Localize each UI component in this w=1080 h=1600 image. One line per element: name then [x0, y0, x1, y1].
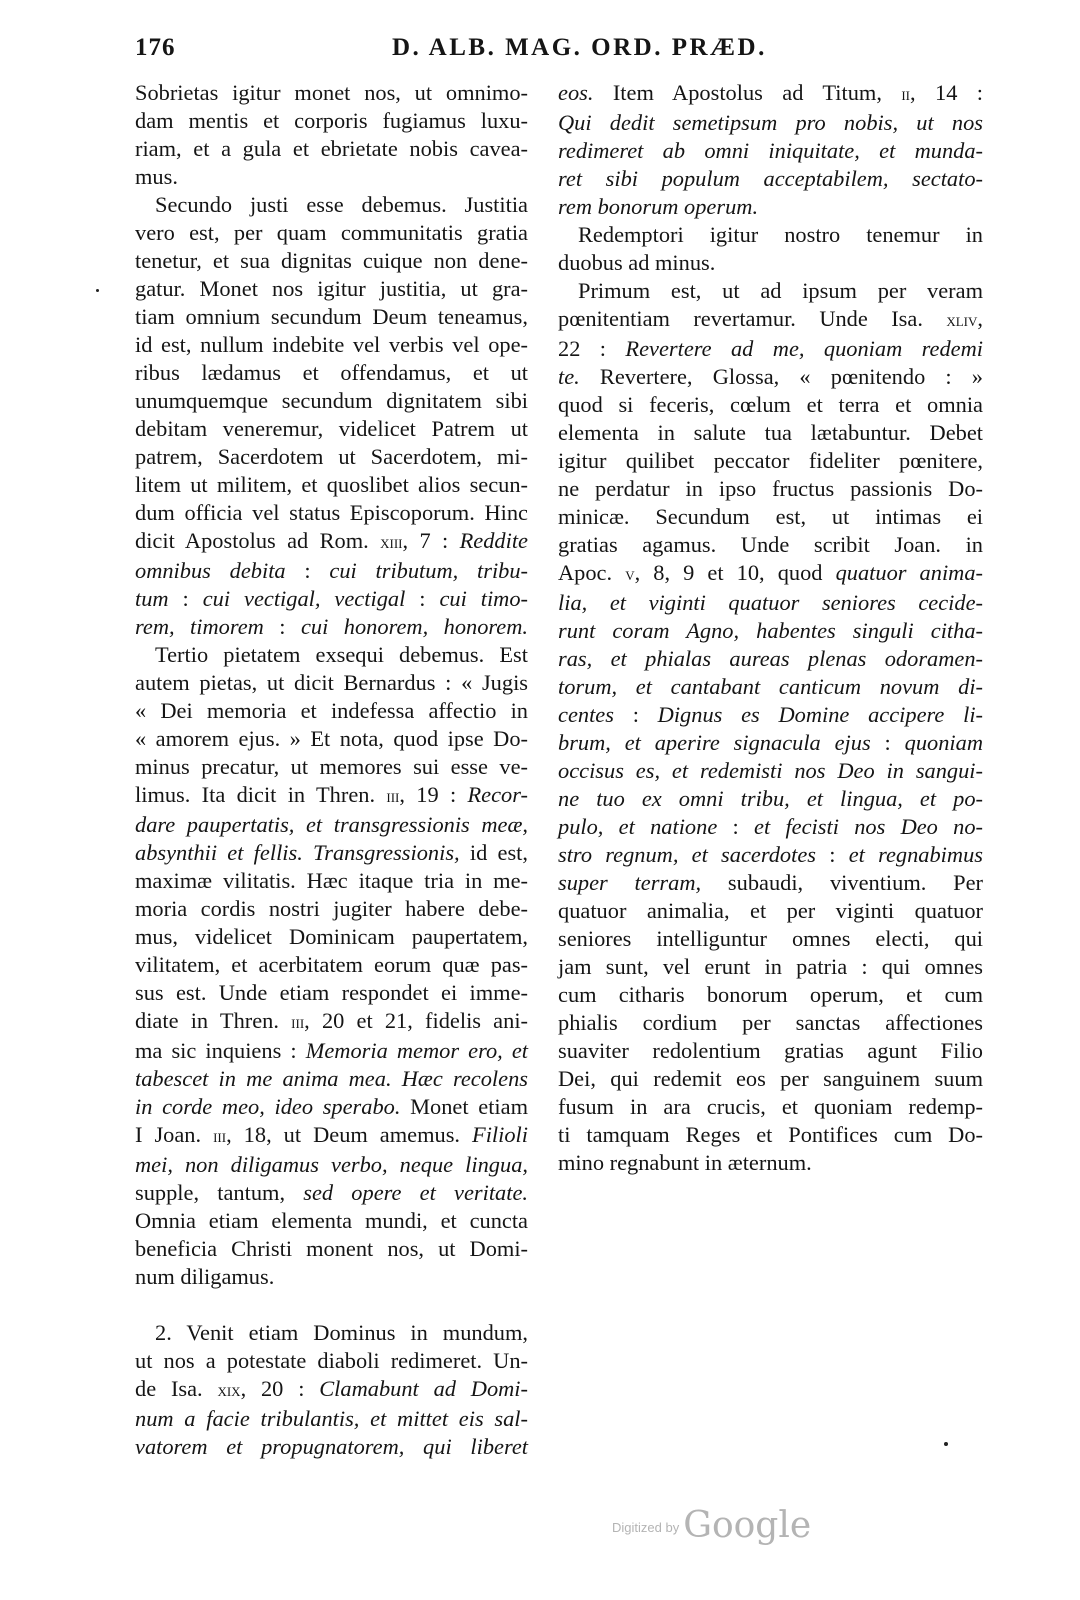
italic-text: sed opere et veritate.: [303, 1180, 528, 1205]
text-run: fusum in ara crucis, et quoniam redemp-: [558, 1094, 983, 1119]
text-line: [135, 557, 528, 585]
italic-text: cui honorem, honorem.: [300, 614, 528, 639]
italic-text: num a facie tribulantis, et mittet eis sal-: [135, 1406, 528, 1431]
italic-text: rem bonorum operum.: [558, 194, 759, 219]
text-line: [135, 1319, 528, 1347]
text-line: [135, 1263, 528, 1291]
text-line: [135, 1007, 528, 1037]
text-run: quod si feceris, cœlum et terra et omnia: [558, 392, 983, 417]
text-run: dum officia vel status Episcoporum. Hinc: [135, 500, 528, 525]
text-run: mino regnabunt in æternum.: [558, 1150, 812, 1175]
text-run: :: [613, 702, 658, 727]
italic-text: quatuor anima-: [835, 560, 983, 585]
italic-text: Dignus es Domine accipere li-: [657, 702, 983, 727]
italic-text: ras, et phialas aureas plenas odoramen-: [558, 646, 983, 671]
text-run: Monet etiam: [400, 1094, 528, 1119]
text-run: iii: [386, 786, 400, 807]
italic-text: vatorem et propugnatorem, qui liberet: [135, 1434, 528, 1459]
text-run: dicit Apostolus ad Rom.: [135, 528, 381, 553]
text-line: [135, 1375, 528, 1405]
text-run: autem pietas, ut dicit Bernardus : « Jugis: [135, 670, 528, 695]
text-run: xliv: [946, 310, 978, 331]
text-run: minus precatur, ut memores sui esse ve-: [135, 754, 528, 779]
text-line: [558, 221, 983, 249]
text-run: Sobrietas igitur monet nos, ut omnimo-: [135, 80, 528, 105]
text-run: patrem, Sacerdotem ut Sacerdotem, mi-: [135, 444, 528, 469]
text-line: [558, 419, 983, 447]
text-line: [135, 781, 528, 811]
text-run: de Isa.: [135, 1376, 218, 1401]
text-run: :: [815, 842, 849, 867]
italic-text: cui timo-: [439, 586, 529, 611]
text-line: [135, 219, 528, 247]
text-run: ti tamquam Reges et Pontifices cum Do-: [558, 1122, 983, 1147]
text-line: [135, 979, 528, 1007]
text-run: tiam omnium secundum Deum teneamus,: [135, 304, 528, 329]
text-run: duobus ad minus.: [558, 250, 716, 275]
text-run: Primum est, ut ad ipsum per veram: [578, 278, 983, 303]
text-line: [135, 811, 528, 839]
text-line: [135, 1207, 528, 1235]
text-line: [558, 1121, 983, 1149]
italic-text: cui vectigal, vectigal: [202, 586, 406, 611]
text-line: [558, 363, 983, 391]
text-run: « Dei memoria et indefessa affectio in: [135, 698, 528, 723]
italic-text: Memoria memor ero, et: [305, 1038, 528, 1063]
text-line: [135, 585, 528, 613]
text-run: , 20 :: [240, 1376, 320, 1401]
italic-text: torum, et cantabant canticum novum di-: [558, 674, 983, 699]
text-line: [135, 107, 528, 135]
text-line: [558, 869, 983, 897]
text-run: 22 :: [558, 336, 626, 361]
text-line: [135, 275, 528, 303]
text-line: [135, 471, 528, 499]
text-run: Dei, qui redemit eos per sanguinem suum: [558, 1066, 983, 1091]
text-line: [558, 391, 983, 419]
text-line: [135, 1037, 528, 1065]
text-line: [558, 981, 983, 1009]
text-line: [135, 1065, 528, 1093]
text-run: phialis cordium per sanctas affectiones: [558, 1010, 983, 1035]
text-line: [558, 165, 983, 193]
text-line: [135, 1347, 528, 1375]
text-line: [135, 1121, 528, 1151]
text-line: [135, 613, 528, 641]
italic-text: te.: [558, 364, 580, 389]
text-run: suaviter redolentium gratias agunt Filio: [558, 1038, 983, 1063]
italic-text: lia, et viginti quatuor seniores cecide-: [558, 590, 983, 615]
text-line: [135, 1433, 528, 1461]
text-line: [558, 335, 983, 363]
text-line: [135, 867, 528, 895]
text-run: unumquemque secundum dignitatem sibi: [135, 388, 528, 413]
text-run: minicæ. Secundum est, ut intimas ei: [558, 504, 983, 529]
google-logo: Google: [683, 1505, 812, 1546]
text-run: vilitatem, et acerbitatem eorum quæ pas-: [135, 952, 528, 977]
text-run: Redemptori igitur nostro tenemur in: [578, 222, 983, 247]
text-run: pœnitentiam revertamur. Unde Isa.: [558, 306, 947, 331]
text-run: seniores intelliguntur omnes electi, qui: [558, 926, 983, 951]
text-run: igitur quilibet peccator fideliter pœnitere,: [558, 448, 983, 473]
text-line: [135, 1179, 528, 1207]
text-line: [135, 923, 528, 951]
text-line: [558, 897, 983, 925]
text-line: [558, 109, 983, 137]
text-run: , 18, ut Deum amemus.: [226, 1122, 473, 1147]
text-run: limus. Ita dicit in Thren.: [135, 782, 387, 807]
text-run: ribus lædamus et offendamus, et ut: [135, 360, 528, 385]
text-run: , 8, 9 et 10, quod: [634, 560, 836, 585]
text-line: [135, 163, 528, 191]
text-run: jam sunt, vel erunt in patria : qui omnes: [558, 954, 983, 979]
text-run: :: [285, 558, 330, 583]
text-line: [135, 415, 528, 443]
text-line: [135, 331, 528, 359]
text-line: [558, 617, 983, 645]
text-line: [558, 757, 983, 785]
text-run: beneficia Christi monent nos, ut Domi-: [135, 1236, 528, 1261]
digitized-by-google-watermark: [612, 1505, 811, 1546]
italic-text: cui tributum, tribu-: [329, 558, 529, 583]
italic-text: rem, timorem: [135, 614, 264, 639]
running-head: D. ALB. MAG. ORD. PRÆD.: [392, 34, 767, 61]
text-run: ,: [977, 306, 983, 331]
text-line: [135, 697, 528, 725]
right-column: [558, 79, 983, 1177]
text-line: [558, 729, 983, 757]
text-line: [558, 79, 983, 109]
text-run: tenetur, et sua dignitas cuique non dene-: [135, 248, 528, 273]
text-line: [558, 673, 983, 701]
italic-text: centes: [558, 702, 614, 727]
text-line: [558, 277, 983, 305]
italic-text: tum: [135, 586, 169, 611]
text-run: :: [168, 586, 203, 611]
text-line: [135, 303, 528, 331]
page-number: 176: [135, 34, 176, 61]
text-run: id est,: [459, 840, 528, 865]
italic-text: Qui dedit semetipsum pro nobis, ut nos: [558, 110, 983, 135]
text-line: [558, 785, 983, 813]
text-run: mus, videlicet Dominicam paupertatem,: [135, 924, 528, 949]
text-line: [135, 895, 528, 923]
text-run: debitam veneremur, videlicet Patrem ut: [135, 416, 528, 441]
text-line: [558, 925, 983, 953]
text-line: [135, 1405, 528, 1433]
text-run: supple, tantum,: [135, 1180, 304, 1205]
text-run: I Joan.: [135, 1122, 214, 1147]
text-run: sus est. Unde etiam respondet ei imme-: [135, 980, 528, 1005]
text-run: gratias agamus. Unde scribit Joan. in: [558, 532, 983, 557]
scan-speck: [96, 289, 99, 292]
italic-text: runt coram Agno, habentes singuli citha-: [558, 618, 983, 643]
text-line: [558, 953, 983, 981]
text-line: [558, 701, 983, 729]
italic-text: eos.: [558, 80, 594, 105]
text-run: cum citharis bonorum operum, et cum: [558, 982, 983, 1007]
text-run: :: [870, 730, 905, 755]
text-line: [558, 813, 983, 841]
italic-text: Revertere ad me, quoniam redemi: [625, 336, 983, 361]
text-run: vero est, per quam communitatis gratia: [135, 220, 528, 245]
text-line: [558, 1093, 983, 1121]
text-line: [558, 1037, 983, 1065]
text-run: :: [405, 586, 440, 611]
text-line: [135, 725, 528, 753]
text-line: [135, 359, 528, 387]
text-line: [135, 443, 528, 471]
italic-text: brum, et aperire signacula ejus: [558, 730, 871, 755]
text-line: [558, 589, 983, 617]
text-run: Tertio pietatem exsequi debemus. Est: [155, 642, 528, 667]
text-line: [135, 191, 528, 219]
text-run: iii: [213, 1126, 227, 1147]
text-run: gatur. Monet nos igitur justitia, ut gra-: [135, 276, 528, 301]
text-run: riam, et a gula et ebrietate nobis cavea-: [135, 136, 528, 161]
text-run: id est, nullum indebite vel verbis vel ope-: [135, 332, 528, 357]
text-line: [558, 531, 983, 559]
text-line: [135, 641, 528, 669]
paragraph-gap: [135, 1291, 528, 1319]
text-line: [558, 475, 983, 503]
italic-text: super terram,: [558, 870, 702, 895]
text-run: xiii: [380, 532, 403, 553]
italic-text: Clamabunt ad Domi-: [319, 1376, 528, 1401]
text-run: maximæ vilitatis. Hæc itaque tria in me-: [135, 868, 528, 893]
italic-text: in corde meo, ideo sperabo.: [135, 1094, 401, 1119]
text-line: [558, 305, 983, 335]
text-run: 2. Venit etiam Dominus in mundum,: [155, 1320, 528, 1345]
italic-text: redimeret ab omni iniquitate, et munda-: [558, 138, 983, 163]
text-line: [135, 135, 528, 163]
text-line: [135, 753, 528, 781]
text-run: « amorem ejus. » Et nota, quod ipse Do-: [135, 726, 528, 751]
text-line: [135, 951, 528, 979]
italic-text: tabescet in me anima mea. Hæc recolens: [135, 1066, 528, 1091]
italic-text: mei, non diligamus verbo, neque lingua,: [135, 1152, 528, 1177]
text-run: Item Apostolus ad Titum,: [593, 80, 902, 105]
text-run: :: [263, 614, 301, 639]
text-line: [135, 527, 528, 557]
text-run: moria cordis nostri jugiter habere debe-: [135, 896, 528, 921]
text-run: Apoc.: [558, 560, 626, 585]
text-line: [558, 447, 983, 475]
italic-text: et regnabimus: [848, 842, 983, 867]
italic-text: quoniam: [904, 730, 983, 755]
text-line: [135, 1235, 528, 1263]
italic-text: stro regnum, et sacerdotes: [558, 842, 816, 867]
italic-text: ret sibi populum acceptabilem, sectato-: [558, 166, 983, 191]
italic-text: occisus es, et redemisti nos Deo in sangui-: [558, 758, 983, 783]
text-run: Secundo justi esse debemus. Justitia: [155, 192, 528, 217]
text-run: , 7 :: [402, 528, 460, 553]
text-line: [558, 137, 983, 165]
text-line: [558, 559, 983, 589]
text-run: , 20 et 21, fidelis ani-: [304, 1008, 528, 1033]
italic-text: omnibus debita: [135, 558, 286, 583]
text-line: [558, 841, 983, 869]
watermark-prefix: Digitized by: [612, 1520, 680, 1535]
scan-speck: [944, 1442, 948, 1446]
italic-text: absynthii et fellis. Transgressionis,: [135, 840, 460, 865]
text-line: [135, 79, 528, 107]
text-line: [135, 247, 528, 275]
text-line: [135, 387, 528, 415]
text-run: quatuor animalia, et per viginti quatuor: [558, 898, 983, 923]
text-run: xix: [217, 1380, 241, 1401]
text-run: diate in Thren.: [135, 1008, 292, 1033]
text-run: Omnia etiam elementa mundi, et cuncta: [135, 1208, 528, 1233]
italic-text: ne tuo ex omni tribu, et lingua, et po-: [558, 786, 983, 811]
text-run: mus.: [135, 164, 178, 189]
text-line: [135, 839, 528, 867]
left-column: [135, 79, 528, 1461]
text-run: ne perdatur in ipso fructus passionis Do-: [558, 476, 983, 501]
text-run: iii: [291, 1012, 305, 1033]
text-run: Revertere, Glossa, « pœnitendo : »: [579, 364, 983, 389]
text-line: [558, 249, 983, 277]
text-run: ii: [901, 84, 910, 105]
text-run: elementa in salute tua lætabuntur. Debet: [558, 420, 983, 445]
text-line: [135, 499, 528, 527]
text-run: v: [625, 564, 635, 585]
text-run: , 19 :: [399, 782, 468, 807]
italic-text: Filioli: [472, 1122, 528, 1147]
italic-text: Recor-: [467, 782, 528, 807]
italic-text: Reddite: [459, 528, 528, 553]
text-line: [558, 1065, 983, 1093]
text-line: [558, 1149, 983, 1177]
text-run: litem ut militem, et quoslibet alios secun-: [135, 472, 528, 497]
text-line: [135, 1151, 528, 1179]
text-line: [135, 1093, 528, 1121]
text-run: , 14 :: [910, 80, 984, 105]
italic-text: pulo, et natione: [558, 814, 718, 839]
text-run: :: [717, 814, 755, 839]
text-run: ut nos a potestate diaboli redimeret. Un-: [135, 1348, 528, 1373]
text-line: [558, 193, 983, 221]
text-line: [558, 1009, 983, 1037]
text-line: [135, 669, 528, 697]
text-run: num diligamus.: [135, 1264, 275, 1289]
italic-text: et fecisti nos Deo no-: [754, 814, 983, 839]
text-run: dam mentis et corporis fugiamus luxu-: [135, 108, 528, 133]
italic-text: dare paupertatis, et transgressionis meæ,: [135, 812, 528, 837]
text-line: [558, 503, 983, 531]
text-run: ma sic inquiens :: [135, 1038, 306, 1063]
text-line: [558, 645, 983, 673]
text-run: subaudi, viventium. Per: [701, 870, 983, 895]
